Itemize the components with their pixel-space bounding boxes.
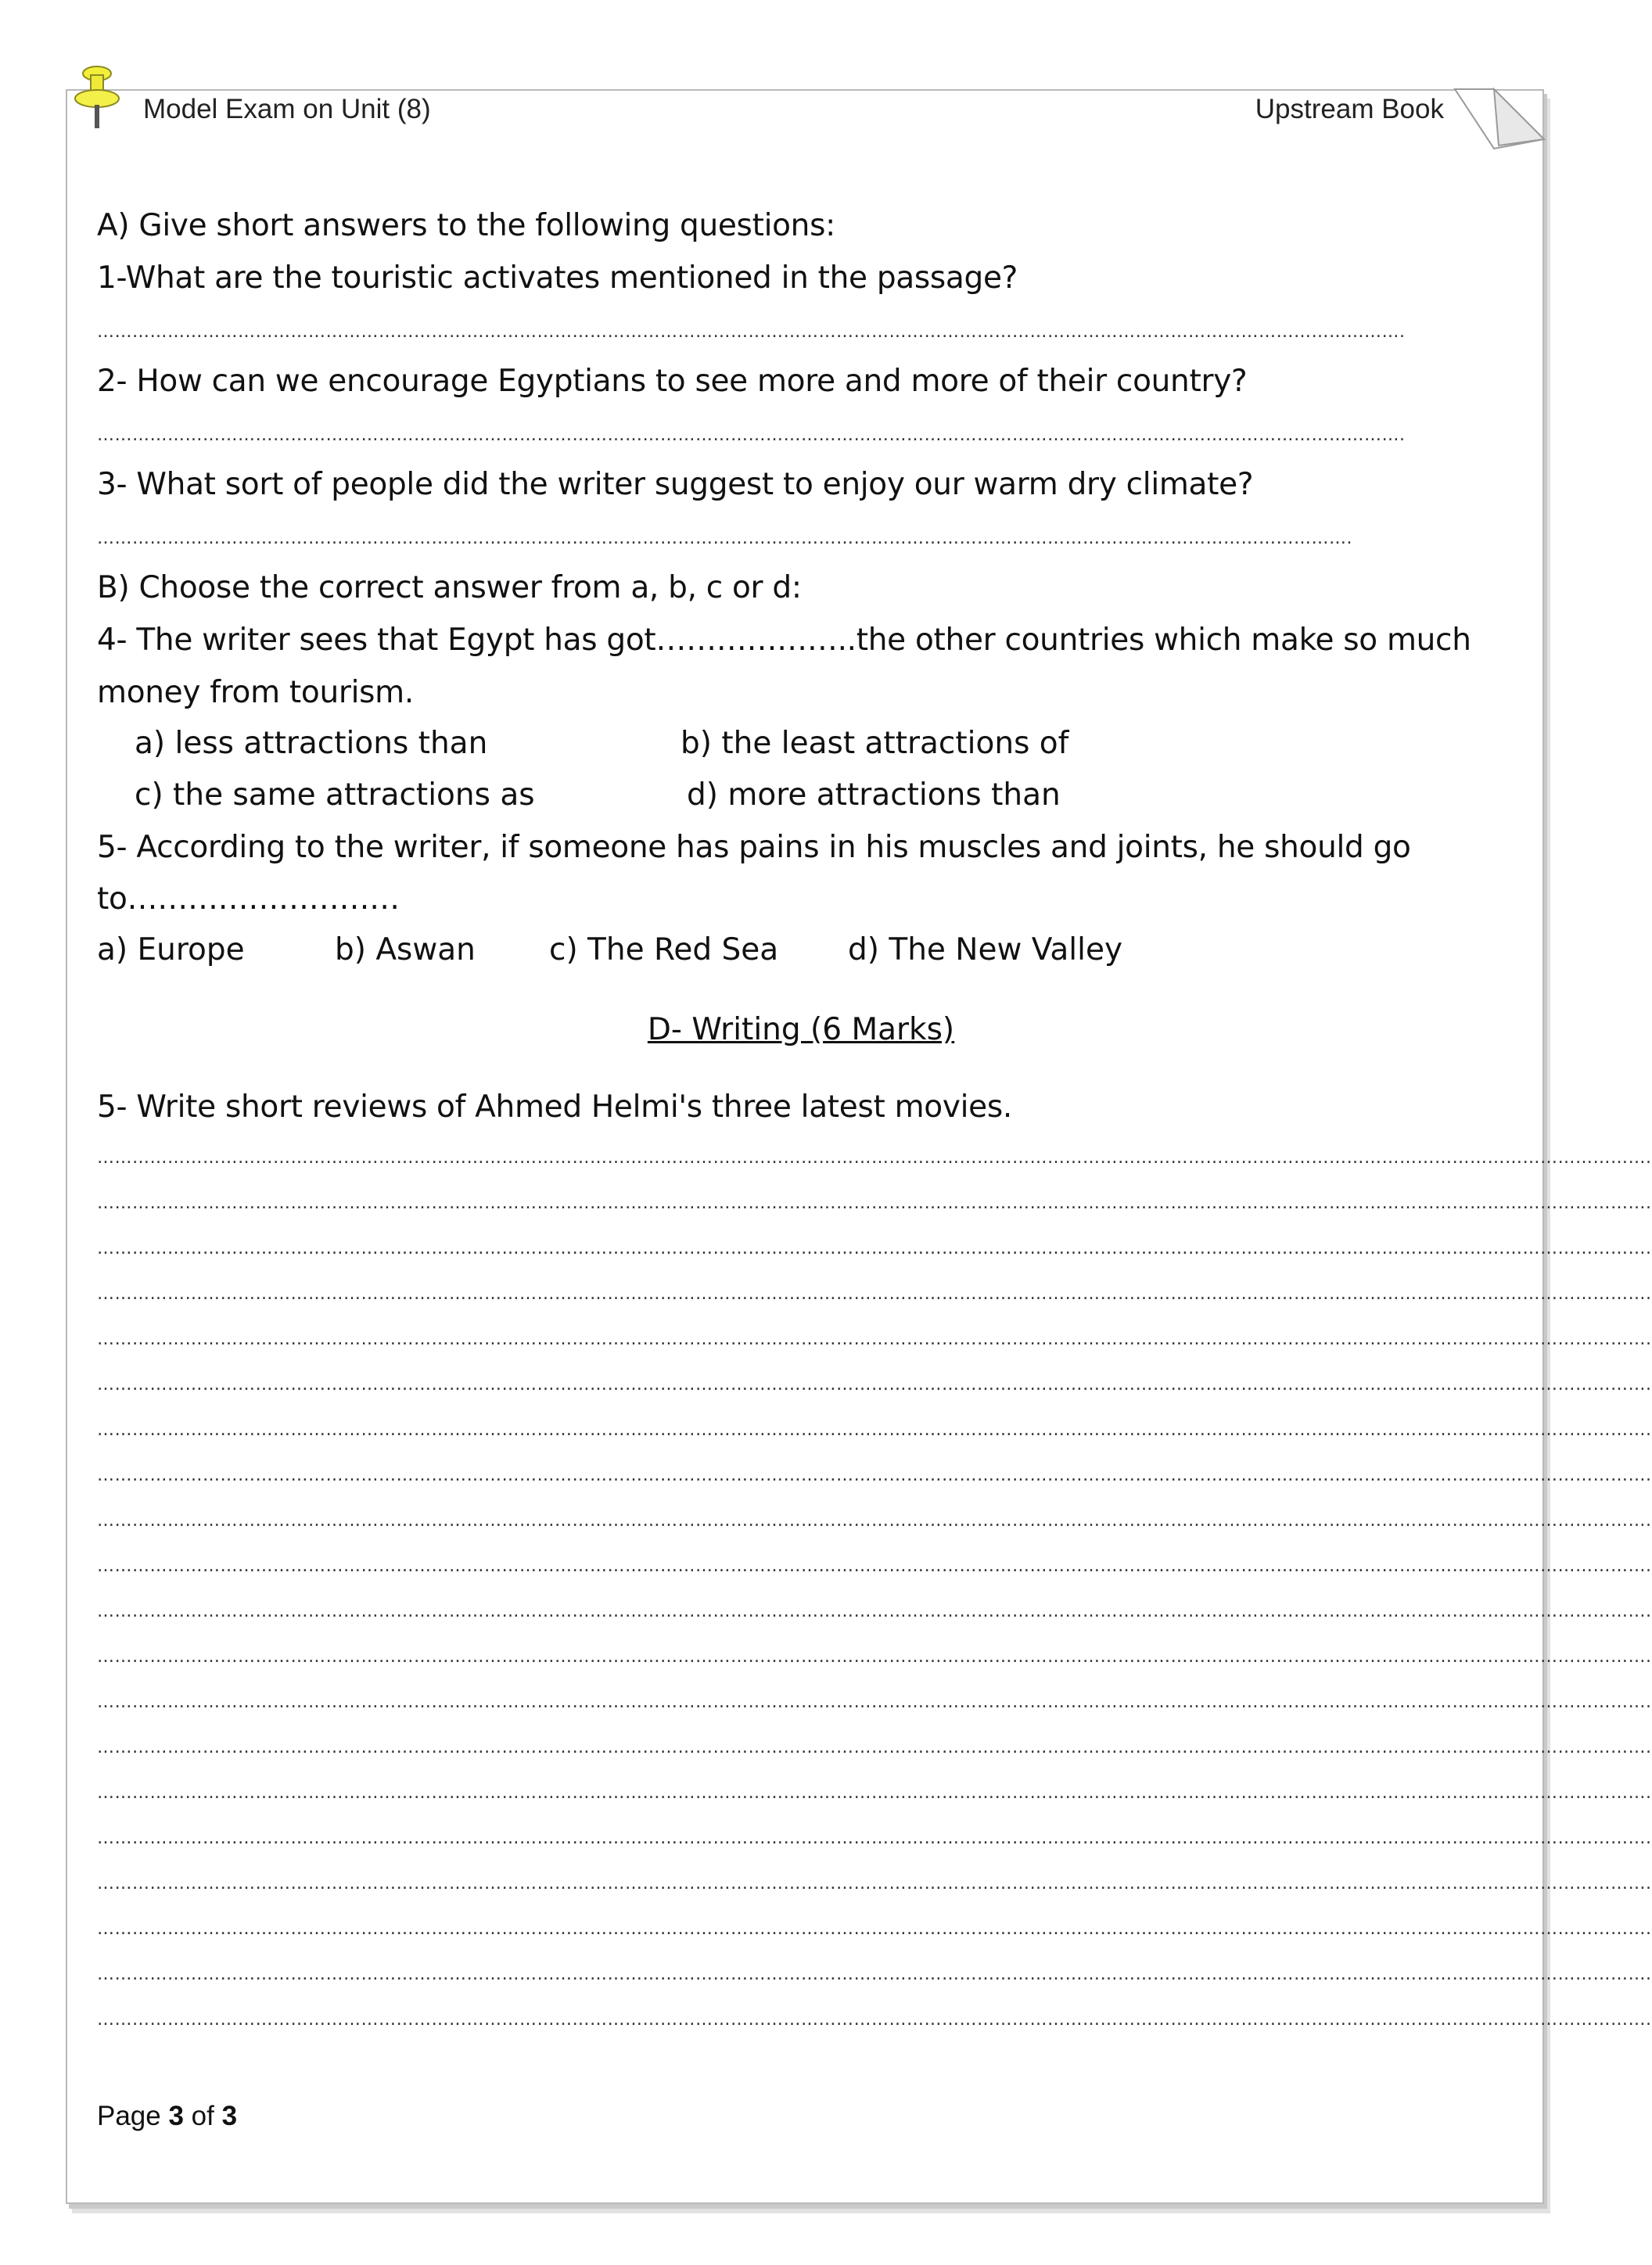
q5-option-b[interactable]: b) Aswan — [335, 932, 476, 967]
writing-line[interactable]: …………………………………………………………………………………………………………………………………………………………………………………………………………………………………………. — [97, 1194, 1652, 1213]
q4-option-a[interactable]: a) less attractions than — [135, 726, 488, 761]
writing-line[interactable]: …………………………………………………………………………………………………………………………………………………………………………………………………………………………………………. — [97, 1919, 1652, 1939]
writing-line[interactable]: …………………………………………………………………………………………………………………………………………………………………………………………………………………………………………. — [97, 1874, 1652, 1893]
question-3: 3- What sort of people did the writer suggest to enjoy our warm dry climate? — [97, 467, 1254, 502]
writing-question: 5- Write short reviews of Ahmed Helmi's three latest movies. — [97, 1089, 1012, 1125]
answer-line-2[interactable]: ……………………………………………………………………………………………………………………………………………………………………………………………………. — [97, 425, 1406, 445]
section-b-title: B) Choose the correct answer from a, b, c or d: — [97, 570, 802, 605]
q5-option-a[interactable]: a) Europe — [97, 932, 245, 967]
writing-line[interactable]: …………………………………………………………………………………………………………………………………………………………………………………………………………………………………………. — [97, 1148, 1652, 1168]
question-2: 2- How can we encourage Egyptians to see more and more of their country? — [97, 364, 1248, 399]
question-5-cont: to……………………… — [97, 881, 400, 917]
question-5: 5- According to the writer, if someone has pains in his muscles and joints, he should go — [97, 830, 1411, 865]
writing-line[interactable]: …………………………………………………………………………………………………………………………………………………………………………………………………………………………………………. — [97, 1375, 1652, 1395]
writing-line[interactable]: …………………………………………………………………………………………………………………………………………………………………………………………………………………………………………. — [97, 1783, 1652, 1803]
pushpin-icon — [72, 63, 122, 138]
page-number: Page 3 of 3 — [97, 2101, 238, 2131]
writing-line[interactable]: …………………………………………………………………………………………………………………………………………………………………………………………………………………………………………. — [97, 1420, 1652, 1440]
writing-heading: D- Writing (6 Marks) — [647, 1012, 955, 1047]
section-a-title: A) Give short answers to the following questions: — [97, 208, 835, 243]
answer-line-3[interactable]: ……………………………………………………………………………………………………………………………………………………………………………………………. — [97, 529, 1352, 548]
writing-line[interactable]: …………………………………………………………………………………………………………………………………………………………………………………………………………………………………………. — [97, 1511, 1652, 1531]
writing-line[interactable]: …………………………………………………………………………………………………………………………………………………………………………………………………………………………………………. — [97, 1965, 1652, 1984]
header-book: Upstream Book — [1255, 94, 1444, 124]
writing-line[interactable]: …………………………………………………………………………………………………………………………………………………………………………………………………………………………………………. — [97, 1466, 1652, 1485]
q4-option-c[interactable]: c) the same attractions as — [135, 777, 535, 813]
q5-option-c[interactable]: c) The Red Sea — [549, 932, 779, 967]
question-4: 4- The writer sees that Egypt has got………………..the other countries which make so much — [97, 623, 1471, 658]
question-1: 1-What are the touristic activates mentioned in the passage? — [97, 260, 1018, 296]
writing-line[interactable]: …………………………………………………………………………………………………………………………………………………………………………………………………………………………………………. — [97, 1692, 1652, 1712]
question-4-cont: money from tourism. — [97, 675, 414, 710]
q4-option-b[interactable]: b) the least attractions of — [681, 726, 1069, 761]
writing-line[interactable]: …………………………………………………………………………………………………………………………………………………………………………………………………………………………………………. — [97, 1829, 1652, 1848]
writing-line[interactable]: …………………………………………………………………………………………………………………………………………………………………………………………………………………………………………. — [97, 1284, 1652, 1304]
writing-line[interactable]: …………………………………………………………………………………………………………………………………………………………………………………………………………………………………………. — [97, 1602, 1652, 1621]
page-curl-icon — [1455, 86, 1544, 149]
writing-line[interactable]: …………………………………………………………………………………………………………………………………………………………………………………………………………………………………………. — [97, 1738, 1652, 1757]
header-title: Model Exam on Unit (8) — [143, 94, 431, 124]
answer-line-1[interactable]: ……………………………………………………………………………………………………………………………………………………………………………………………………. — [97, 322, 1406, 342]
q4-option-d[interactable]: d) more attractions than — [687, 777, 1061, 813]
writing-line[interactable]: …………………………………………………………………………………………………………………………………………………………………………………………………………………………………………. — [97, 1239, 1652, 1258]
writing-line[interactable]: …………………………………………………………………………………………………………………………………………………………………………………………………………………………………………. — [97, 1647, 1652, 1667]
writing-line[interactable]: …………………………………………………………………………………………………………………………………………………………………………………………………………………………………………. — [97, 1556, 1652, 1576]
q5-option-d[interactable]: d) The New Valley — [848, 932, 1123, 967]
writing-line[interactable]: …………………………………………………………………………………………………………………………………………………………………………………………………………………………………………. — [97, 1330, 1652, 1349]
writing-line[interactable]: …………………………………………………………………………………………………………………………………………………………………………………………………………………………………………. — [97, 2010, 1652, 2030]
